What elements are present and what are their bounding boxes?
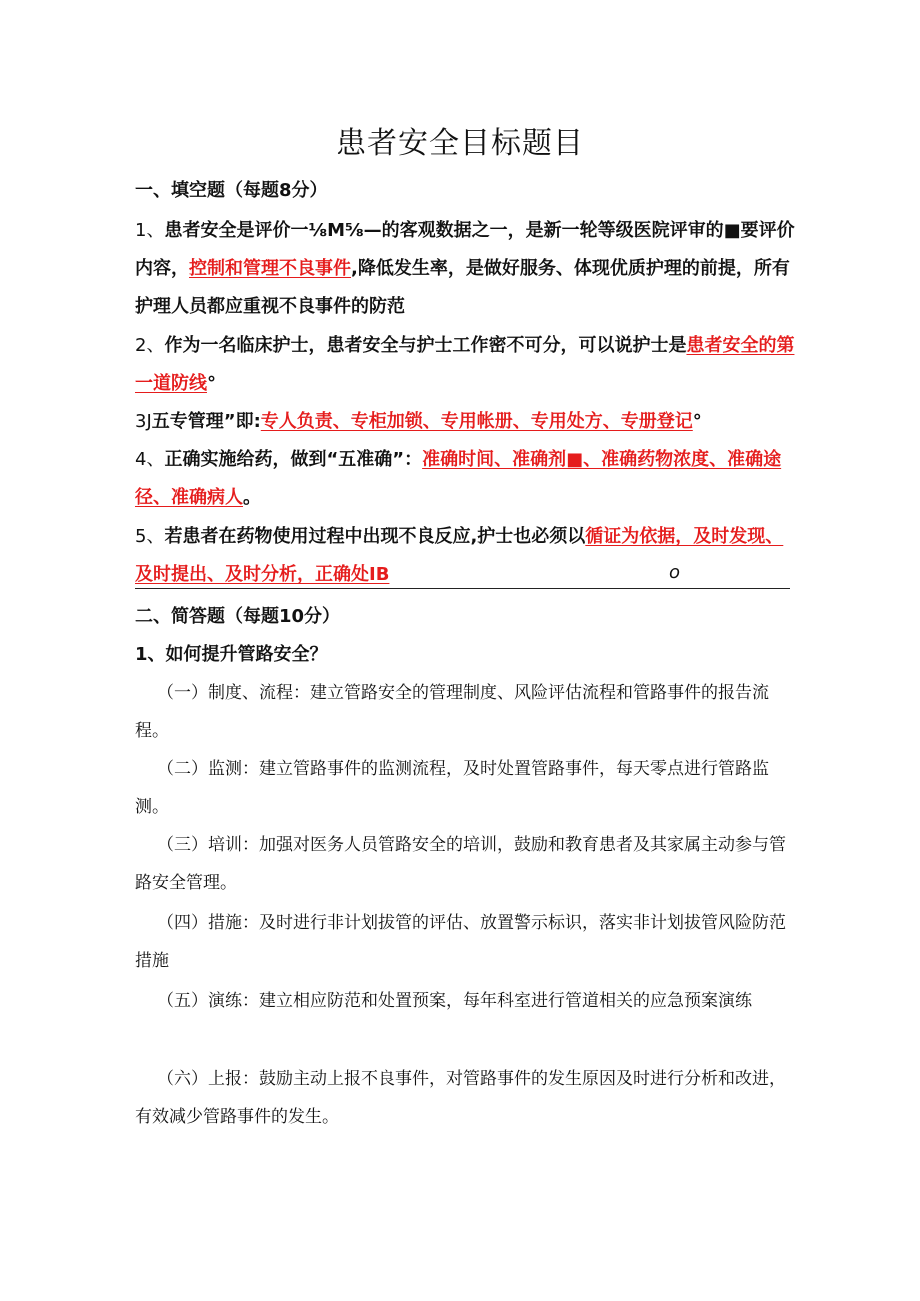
fill-blank-item-4 [135,441,795,517]
answer-paragraph-3: （三）培训：加强对医务人员管路安全的培训，鼓励和教育患者及其家属主动参与管路安全管理。 [135,835,786,893]
answer-paragraph-6: （六）上报：鼓励主动上报不良事件，对管路事件的发生原因及时进行分析和改进，有效减少管路事件的发生。 [135,1069,786,1127]
answer-paragraph-2: （二）监测：建立管路事件的监测流程，及时处置管路事件，每天零点进行管路监测。 [135,759,769,817]
answer-text: 患者安全的第一道防线 [135,335,795,394]
item-text: 五专管理”即: [151,411,261,432]
item-text-tail: ° [692,411,702,432]
item-number: 3J [135,411,152,432]
answer-text: 控制和管理不良事件 [189,258,351,279]
section-heading-fill-blank: 一、填空题（每题8分） [135,180,328,201]
answer-text: 循证为依据，及时发现、及时提出、及时分析，正确处IB [135,526,784,585]
fill-blank-item-1 [135,212,795,326]
section-heading-short-answer: 二、简答题（每题10分） [135,606,341,627]
item-number: 5、 [135,526,165,547]
fill-blank-item-3 [135,403,795,441]
answer-text: 准确时间、准确剂■、准确药物浓度、准确途径、准确病人 [135,449,782,508]
page-title: 患者安全目标题目 [336,126,584,161]
answer-paragraph-1: （一）制度、流程：建立管路安全的管理制度、风险评估流程和管路事件的报告流程。 [135,683,769,741]
item-number: 2、 [135,335,165,356]
answer-paragraph-4: （四）措施：及时进行非计划拔管的评估、放置警示标识，落实非计划拔管风险防范措施 [135,913,786,971]
short-answer-question: 1、如何提升管路安全？ [135,644,328,665]
item-text-tail: 。 [243,487,261,508]
item-text: 作为一名临床护士，患者安全与护士工作密不可分，可以说护士是 [164,335,687,356]
item-text: 若患者在药物使用过程中出现不良反应,护士也必须以 [164,526,586,547]
item-text: 正确实施给药，做到“五准确”： [164,449,423,470]
fill-blank-item-5 [135,518,795,594]
answer-paragraph-5: （五）演练：建立相应防范和处置预案，每年科室进行管道相关的应急预案演练 [157,991,752,1011]
fill-blank-item-2 [135,327,795,403]
answer-text: 专人负责、专柜加锁、专用帐册、专用处方、专册登记 [260,411,693,432]
item-number: 4、 [135,449,165,470]
item-text-tail: ,降低发生率，是做好服务、体现优质护理的前提，所有护理人员都应重视不良事件的防范 [135,258,790,317]
item-text-tail: ° [207,373,216,394]
item-text: 患者安全是评价一⅛M⅝—的客观数据之一，是新一轮等级医院评审的■要评价内容， [135,220,795,279]
item-5-trailing-mark: o [669,562,681,583]
item-number: 1、 [135,220,165,241]
item-5-underline-rule [135,588,790,589]
